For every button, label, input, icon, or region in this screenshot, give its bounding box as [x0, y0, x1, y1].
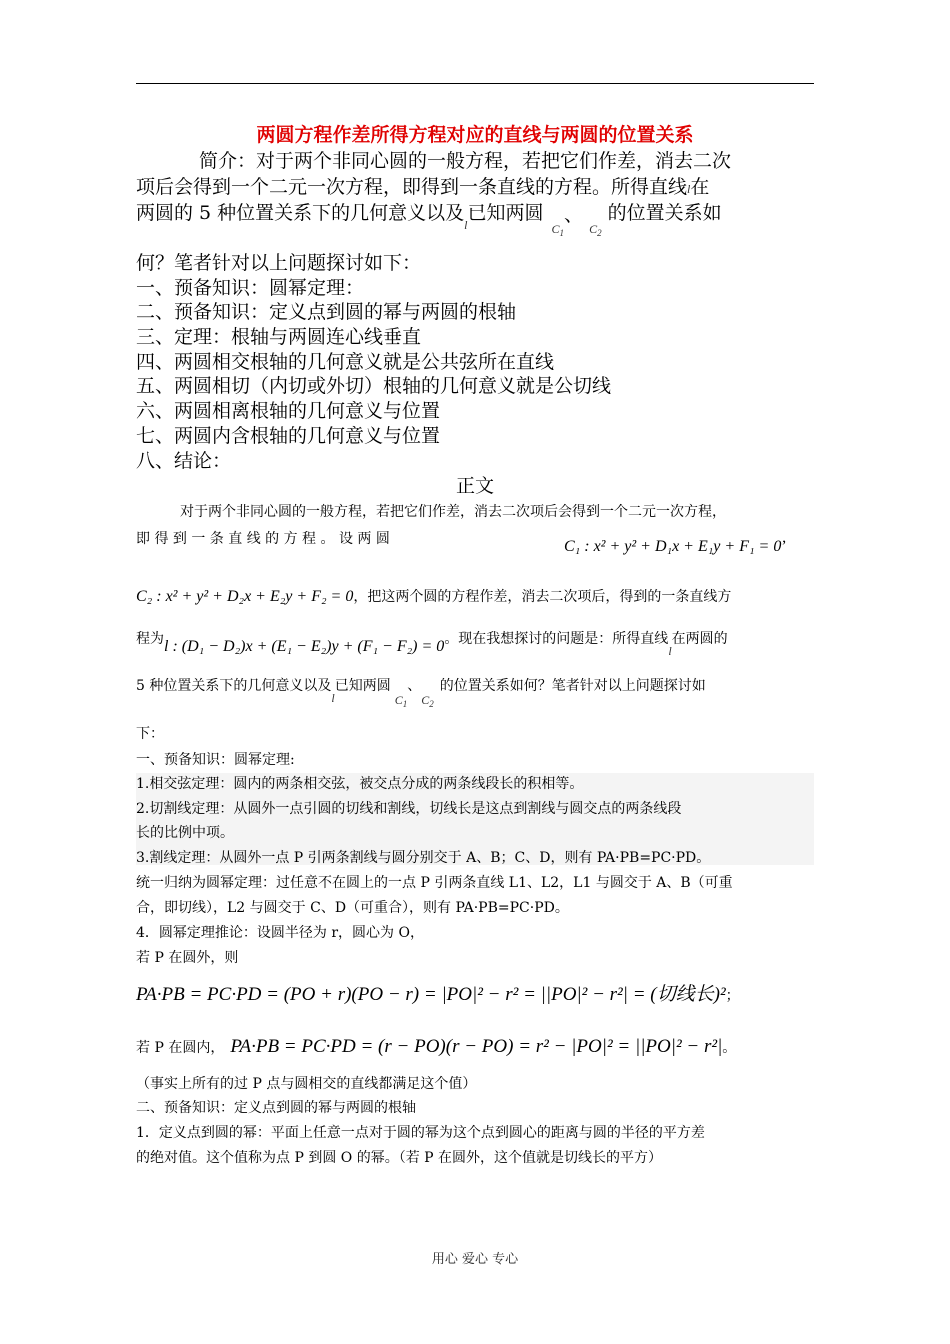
outside-case-label: 若 P 在圆外，则: [136, 950, 239, 966]
circle-c1-equation: C₁ : x² + y² + D₁x + E₁y + F₁ = 0’: [564, 538, 787, 555]
intro-line-2: 项后会得到一个二元一次方程，即得到一条直线的方程。所得直线l在: [136, 176, 710, 198]
outline-item-4: 四、两圆相交根轴的几何意义就是公共弦所在直线: [136, 351, 555, 373]
body-line-3: C₂ : x² + y² + D₂x + E₂y + F₂ = 0，把这两个圆的方程作差，消去二次项后，得到的一条直线方: [136, 588, 732, 605]
radical-axis-equation: l : (D₁ − D₂)x + (E₁ − E₂)y + (F₁ − F₂) = 0: [164, 638, 445, 655]
outline-item-3: 三、定理：根轴与两圆连心线垂直: [136, 326, 422, 348]
theorem-3-line-1: 3.割线定理：从圆外一点 P 引两条割线与圆分别交于 A、B；C、D，则有 PA·PB=PC·PD。: [136, 850, 711, 866]
definition-line-2: 的绝对值。这个值称为点 P 到圆 O 的幂。（若 P 在圆外，这个值就是切线长的平方）: [136, 1150, 663, 1166]
note-line: （事实上所有的过 P 点与圆相交的直线都满足这个值）: [136, 1076, 477, 1092]
outline-item-5: 五、两圆相切（内切或外切）根轴的几何意义就是公切线: [136, 375, 612, 397]
section-1-title: 一、预备知识：圆幂定理:: [136, 752, 295, 768]
document-title: 两圆方程作差所得方程对应的直线与两圆的位置关系: [256, 124, 694, 146]
outline-item-8: 八、结论：: [136, 450, 232, 472]
theorem-3-line-2: 统一归纳为圆幂定理：过任意不在圆上的一点 P 引两条直线 L1、L2，L1 与圆交于 A、B（可重: [136, 875, 733, 891]
corollary-line: 4．圆幂定理推论：设圆半径为 r，圆心为 O，: [136, 925, 424, 941]
definition-line-1: 1．定义点到圆的幂：平面上任意一点对于圆的幂为这个点到圆心的距离与圆的半径的平方差: [136, 1125, 705, 1141]
body-line-4: 程为l : (D₁ − D₂)x + (E₁ − E₂)y + (F₁ − F₂) = 0。现在我想探讨的问题是：所得直线l在两圆的: [136, 631, 728, 658]
theorem-2-line-2: 长的比例中项。: [136, 825, 234, 841]
theorem-2-line-1: 2.切割线定理：从圆外一点引圆的切线和割线，切线长是这点到割线与圆交点的两条线段: [136, 801, 682, 817]
intro-line-3: 两圆的 5 种位置关系下的几何意义以及$_l$已知两圆$_{C_1}$、$_{C_2}$的位置关系如: [136, 202, 722, 238]
outline-item-1: 一、预备知识：圆幂定理：: [136, 277, 365, 299]
outline-item-2: 二、预备知识：定义点到圆的幂与两圆的根轴: [136, 301, 517, 323]
inside-formula: PA·PB = PC·PD = (r − PO)(r − PO) = r² − |PO|² = ||PO|² − r²|: [230, 1036, 723, 1057]
theorem-1: 1.相交弦定理：圆内的两条相交弦，被交点分成的两条线段长的积相等。: [136, 776, 584, 792]
body-line-2: 即 得 到 一 条 直 线 的 方 程 。 设 两 圆: [136, 531, 390, 547]
body-line-1: 对于两个非同心圆的一般方程，若把它们作差，消去二次项后会得到一个二元一次方程，: [180, 504, 726, 520]
circle-c2-equation: C₂ : x² + y² + D₂x + E₂y + F₂ = 0: [136, 588, 354, 605]
intro-line-4: 何？笔者针对以上问题探讨如下：: [136, 252, 422, 274]
body-line-5: 5 种位置关系下的几何意义以及l已知两圆$C_1$、$C_2$的位置关系如何？笔者针对以上问题探讨如: [136, 678, 706, 709]
header-rule: [136, 83, 814, 84]
outline-item-6: 六、两圆相离根轴的几何意义与位置: [136, 400, 441, 422]
outline-item-7: 七、两圆内含根轴的几何意义与位置: [136, 425, 441, 447]
intro-line-1: 简介：对于两个非同心圆的一般方程，若把它们作差，消去二次: [199, 150, 732, 172]
outside-formula: PA·PB = PC·PD = (PO + r)(PO − r) = |PO|² − r² = ||PO|² − r²| = (切线长)²；: [136, 984, 740, 1005]
theorem-3-line-3: 合，即切线），L2 与圆交于 C、D（可重合），则有 PA·PB=PC·PD。: [136, 900, 569, 916]
body-line-6: 下：: [136, 726, 164, 742]
section-2-title: 二、预备知识：定义点到圆的幂与两圆的根轴: [136, 1100, 416, 1116]
page-footer: 用心 爱心 专心: [431, 1252, 519, 1267]
inside-case-line: 若 P 在圆内， PA·PB = PC·PD = (r − PO)(r − PO) = r² − |PO|² = ||PO|² − r²|。: [136, 1036, 737, 1057]
body-heading: 正文: [455, 475, 494, 497]
